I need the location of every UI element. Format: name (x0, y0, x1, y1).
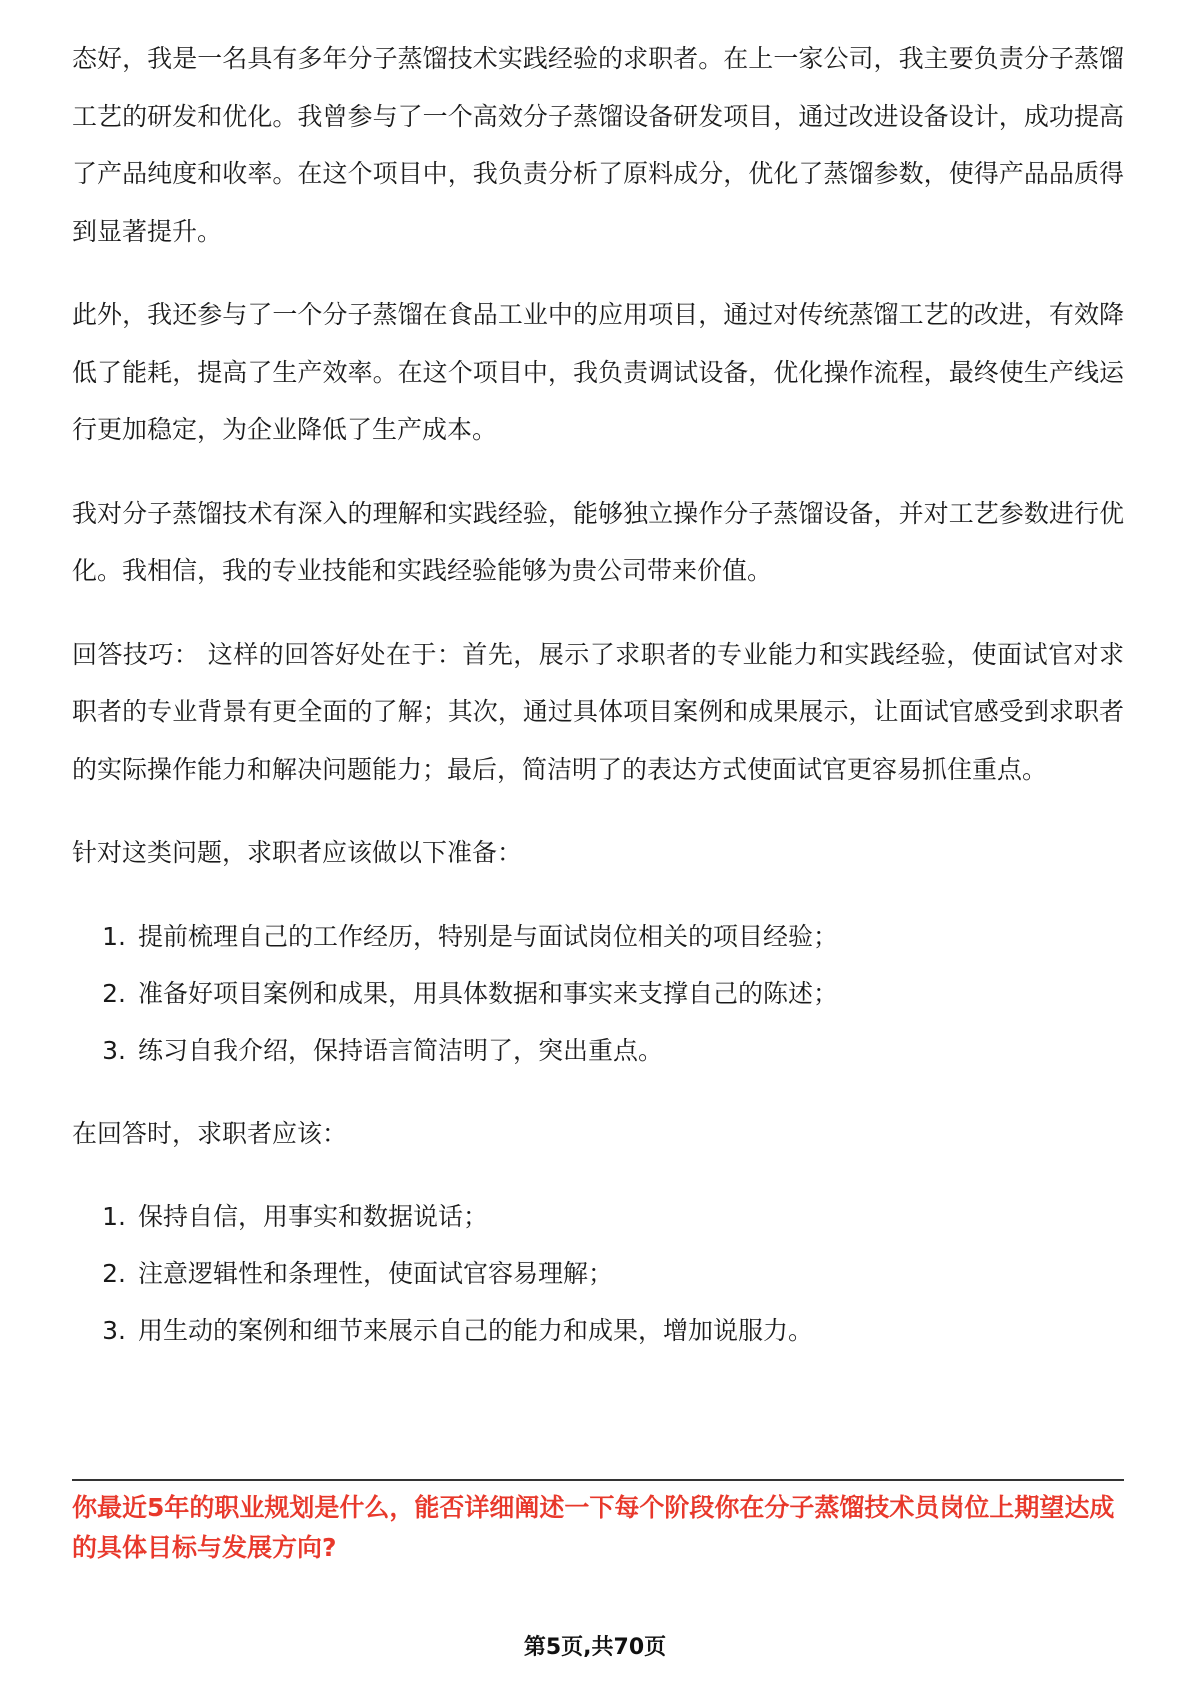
answer-body (72, 30, 1124, 1385)
section-divider (72, 1479, 1124, 1481)
next-question-heading: 你最近5年的职业规划是什么，能否详细阐述一下每个阶段你在分子蒸馏技术员岗位上期望达成的具体目标与发展方向? (72, 1493, 1115, 1562)
list-text: 用生动的案例和细节来展示自己的能力和成果，增加说服力。 (138, 1316, 814, 1345)
list-number: 3. (102, 1035, 126, 1065)
list-text: 保持自信，用事实和数据说话； (138, 1202, 489, 1231)
list-text: 注意逻辑性和条理性，使面试官容易理解； (138, 1259, 614, 1288)
list-item (72, 965, 1124, 1022)
answer-paragraph-3: 我对分子蒸馏技术有深入的理解和实践经验，能够独立操作分子蒸馏设备，并对工艺参数进行优化。我相信，我的专业技能和实践经验能够为贵公司带来价值。 (72, 498, 1124, 585)
list-number: 2. (102, 978, 126, 1008)
list-text: 练习自我介绍，保持语言简洁明了，突出重点。 (138, 1035, 664, 1065)
answer-paragraph-2: 此外，我还参与了一个分子蒸馏在食品工业中的应用项目，通过对传统蒸馏工艺的改进，有效降低了能耗，提高了生产效率。在这个项目中，我负责调试设备，优化操作流程，最终使生产线运行更加稳定，为企业降低了生产成本。 (72, 300, 1124, 444)
list-text: 提前梳理自己的工作经历，特别是与面试岗位相关的项目经验； (138, 921, 839, 951)
list-item (72, 908, 1124, 965)
list-number: 1. (102, 1202, 126, 1231)
list-number: 1. (102, 921, 126, 951)
answering-intro: 在回答时，求职者应该： (72, 1118, 348, 1148)
list-item (72, 1188, 1124, 1245)
list-item (72, 1245, 1124, 1302)
answer-paragraph-1: 态好，我是一名具有多年分子蒸馏技术实践经验的求职者。在上一家公司，我主要负责分子蒸馏工艺的研发和优化。我曾参与了一个高效分子蒸馏设备研发项目，通过改进设备设计，成功提高了产品纯度和收率。在这个项目中，我负责分析了原料成分，优化了蒸馏参数，使得产品品质得到显著提升。 (72, 44, 1124, 246)
preparation-intro: 针对这类问题，求职者应该做以下准备： (72, 838, 523, 867)
list-item (72, 1302, 1124, 1359)
preparation-list (72, 908, 1124, 1079)
list-text: 准备好项目案例和成果，用具体数据和事实来支撑自己的陈述； (138, 978, 839, 1008)
answering-list (72, 1188, 1124, 1359)
list-item (72, 1022, 1124, 1079)
list-number: 2. (102, 1259, 126, 1288)
page-number-footer: 第5页,共70页 (523, 1635, 667, 1660)
answer-tips-paragraph: 回答技巧： 这样的回答好处在于：首先，展示了求职者的专业能力和实践经验，使面试官对求职者的专业背景有更全面的了解；其次，通过具体项目案例和成果展示，让面试官感受到求职者的实际操作能力和解决问题能力；最后，简洁明了的表达方式使面试官更容易抓住重点。 (72, 639, 1124, 784)
list-number: 3. (102, 1316, 126, 1345)
